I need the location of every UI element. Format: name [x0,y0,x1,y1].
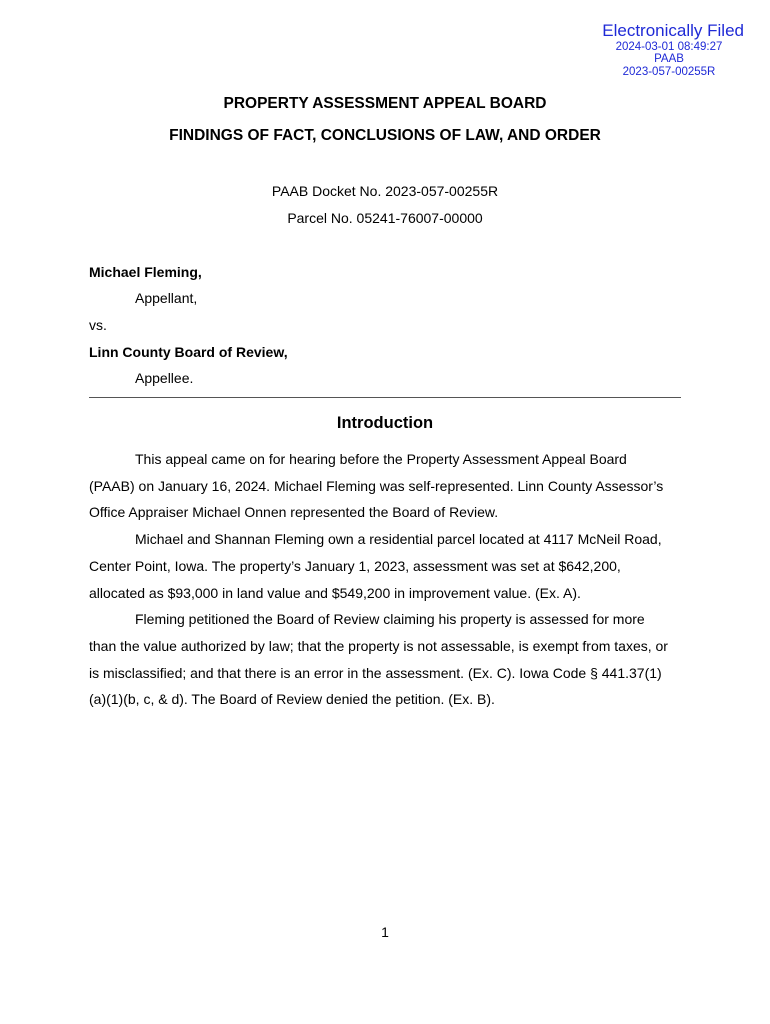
introduction-heading: Introduction [336,414,434,432]
versus: vs. [89,317,107,333]
appellant-name: Michael Fleming, [89,264,202,280]
introduction-body [89,446,674,713]
appellee-role: Appellee. [135,370,194,386]
document-subtitle: FINDINGS OF FACT, CONCLUSIONS OF LAW, AND ORDER [169,127,601,144]
stamp-title: Electronically Filed [602,21,744,40]
page-number: 1 [381,924,389,940]
appellee-name: Linn County Board of Review, [89,344,288,360]
stamp-docket: 2023-057-00255R [622,65,716,78]
docket-number: PAAB Docket No. 2023-057-00255R [271,183,499,199]
introduction-paragraph: Michael and Shannan Fleming own a residential parcel located at 4117 McNeil Road, Center Point, Iowa. The property’s January 1, 2023, assessment was set at $642,200, allocated as $93,000 in land value and $549,200 in improvement value. (Ex. A). [89,531,662,601]
introduction-paragraph: This appeal came on for hearing before the Property Assessment Appeal Board (PAAB) on January 16, 2024. Michael Fleming was self-represented. Linn County Assessor’s Office Appraiser Michael Onnen represented the Board of Review. [89,451,664,521]
stamp-datetime: 2024-03-01 08:49:27 [615,40,723,53]
caption-divider [89,397,681,398]
appellant-role: Appellant, [135,290,198,306]
stamp-agency: PAAB [654,53,684,66]
introduction-paragraph: Fleming petitioned the Board of Review claiming his property is assessed for more than the value authorized by law; that the property is not assessable, is exempt from taxes, or is misclassified; and that there is an error in the assessment. (Ex. C). Iowa Code § 441.37(1)(a)(1)(b, c, & d). The Board of Review denied the petition. (Ex. B). [89,611,668,708]
parcel-number: Parcel No. 05241-76007-00000 [287,210,483,226]
board-heading: PROPERTY ASSESSMENT APPEAL BOARD [223,95,547,112]
electronic-filing-stamp [564,22,744,79]
